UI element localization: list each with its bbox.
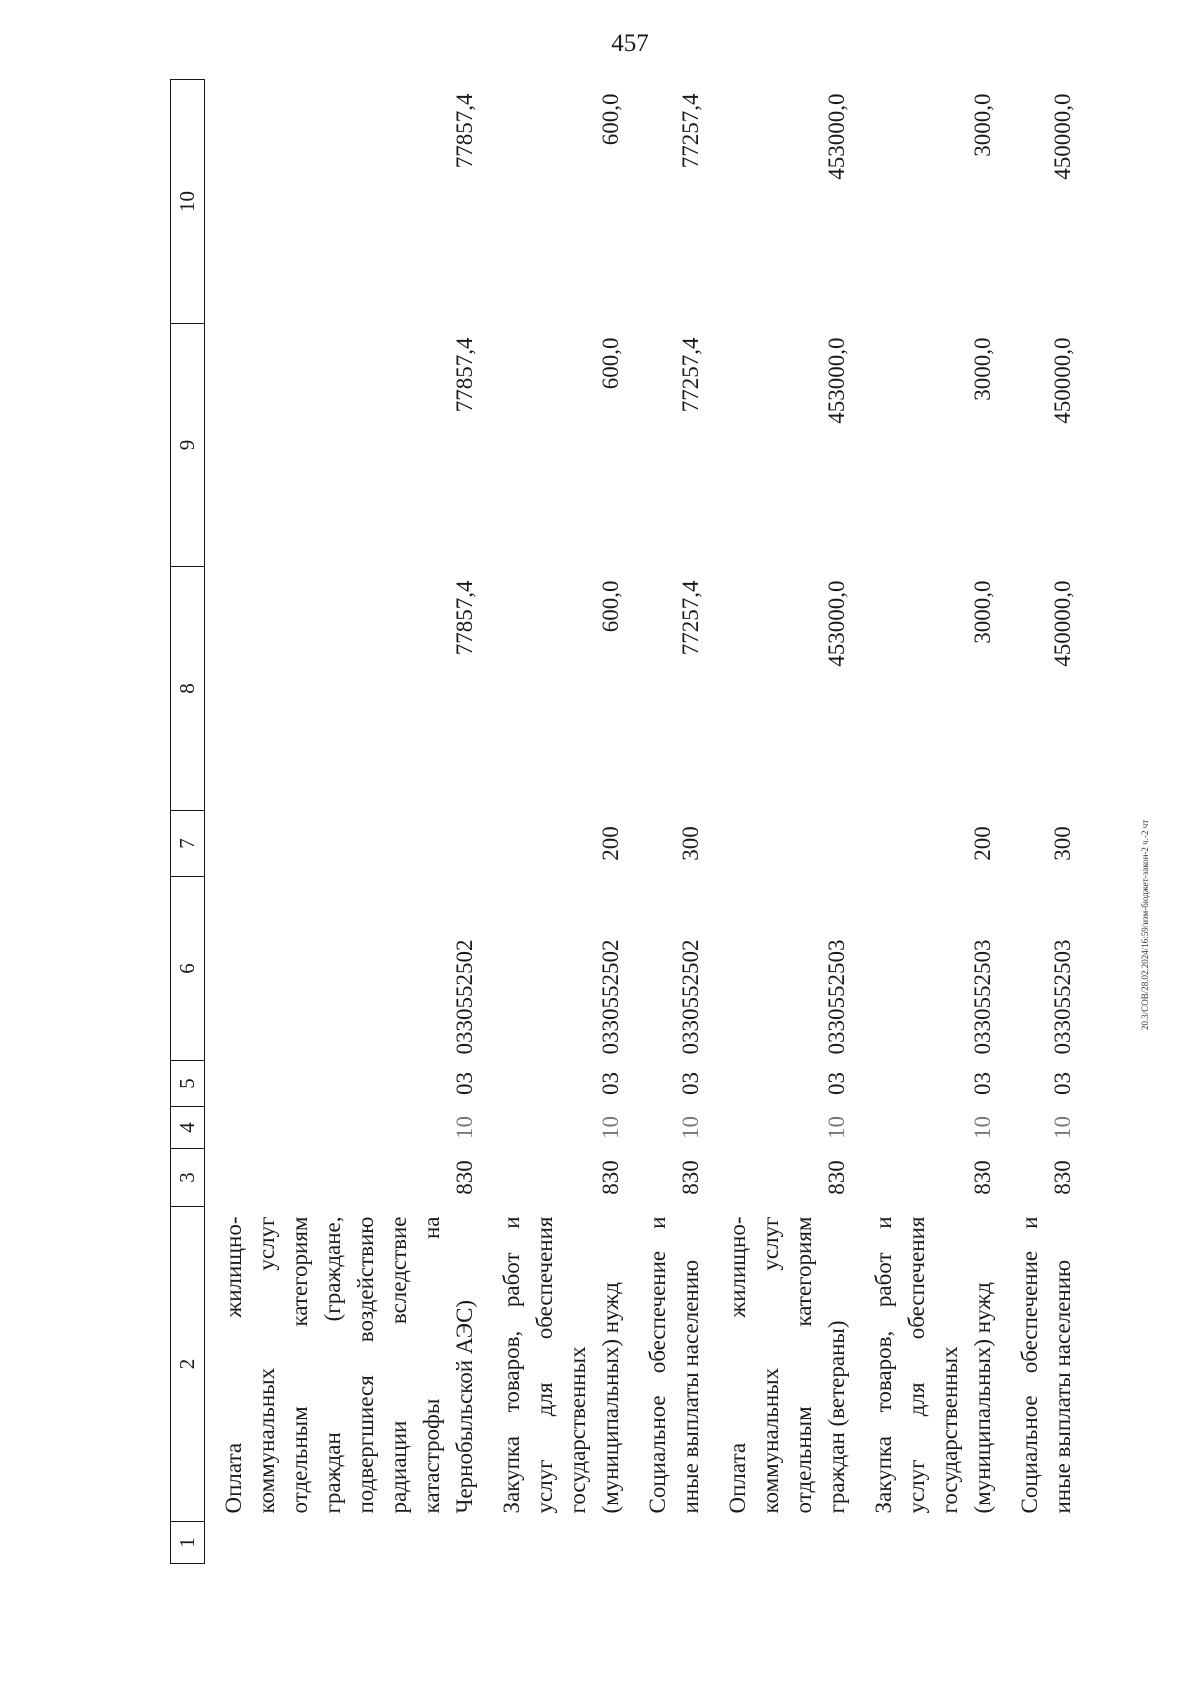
cell-c8: 77857,4 — [452, 580, 477, 656]
cell-c3: 830 — [970, 1160, 995, 1195]
col-header-6: 6 — [171, 877, 205, 1061]
cell-c4: 10 — [598, 1116, 623, 1139]
cell-c5: 03 — [598, 1072, 623, 1095]
cell-c10: 77857,4 — [452, 93, 477, 169]
cell-c4: 10 — [452, 1116, 477, 1139]
cell-c5: 03 — [678, 1072, 703, 1095]
row-name: Оплата жилищно-коммунальных услуг отдельным категориям граждан (ветераны) — [725, 1216, 849, 1514]
table-row — [1013, 80, 1093, 1564]
cell-c3: 830 — [824, 1160, 849, 1195]
table-row — [205, 80, 496, 1564]
cell-c6: 0330552502 — [678, 939, 703, 1055]
cell-c7 — [721, 811, 867, 877]
table-row — [641, 80, 721, 1564]
cell-empty — [1013, 1522, 1093, 1564]
cell-c8: 450000,0 — [1050, 580, 1075, 667]
cell-c9: 453000,0 — [824, 337, 849, 424]
col-header-5: 5 — [171, 1061, 205, 1107]
cell-c8: 453000,0 — [824, 580, 849, 667]
cell-c10: 77257,4 — [678, 93, 703, 169]
cell-c9: 77857,4 — [452, 337, 477, 413]
col-header-7: 7 — [171, 811, 205, 877]
cell-empty — [721, 1522, 867, 1564]
col-header-3: 3 — [171, 1149, 205, 1207]
cell-c9: 450000,0 — [1050, 337, 1075, 424]
rotated-table-container — [170, 80, 1075, 1564]
cell-empty — [205, 1522, 496, 1564]
cell-c10: 453000,0 — [824, 93, 849, 180]
cell-c4: 10 — [970, 1116, 995, 1139]
cell-c6: 0330552503 — [970, 939, 995, 1055]
cell-c5: 03 — [452, 1072, 477, 1095]
cell-c7 — [205, 811, 496, 877]
cell-c3: 830 — [598, 1160, 623, 1195]
footer-document-code: 20.3/СОВ/28.02.2024/16:59/изм-бюджет-закон-2 ч.-2 чт — [1140, 819, 1150, 1030]
cell-c6: 0330552503 — [1050, 939, 1075, 1055]
cell-c6: 0330552502 — [452, 939, 477, 1055]
cell-c5: 03 — [1050, 1072, 1075, 1095]
row-name: Закупка товаров, работ и услуг для обеспечения государственных (муниципальных) нужд — [499, 1216, 623, 1514]
cell-c10: 450000,0 — [1050, 93, 1075, 180]
col-header-10: 10 — [171, 80, 205, 324]
cell-c4: 10 — [678, 1116, 703, 1139]
cell-c7: 300 — [678, 826, 703, 861]
cell-c9: 600,0 — [598, 337, 623, 390]
cell-c5: 03 — [970, 1072, 995, 1095]
row-name: Социальное обеспечение и иные выплаты населению — [645, 1216, 703, 1514]
cell-c3: 830 — [452, 1160, 477, 1195]
cell-c9: 77257,4 — [678, 337, 703, 413]
cell-c4: 10 — [1050, 1116, 1075, 1139]
cell-empty — [495, 1522, 641, 1564]
cell-c7: 300 — [1050, 826, 1075, 861]
col-header-9: 9 — [171, 324, 205, 567]
cell-c10: 3000,0 — [970, 93, 995, 157]
budget-table — [170, 79, 1093, 1564]
cell-c5: 03 — [824, 1072, 849, 1095]
page-number: 457 — [611, 30, 649, 57]
cell-c3: 830 — [1050, 1160, 1075, 1195]
row-name: Социальное обеспечение и иные выплаты населению — [1017, 1216, 1075, 1514]
cell-c6: 0330552502 — [598, 939, 623, 1055]
header-row — [171, 80, 205, 1564]
row-name: Оплата жилищно-коммунальных услуг отдельным категориям граждан (граждане, подвергшиеся воздействию радиации вследствие катастрофы на Чернобыльской АЭС) — [221, 1216, 477, 1514]
cell-c8: 77257,4 — [678, 580, 703, 656]
cell-c4: 10 — [824, 1116, 849, 1139]
table-row — [495, 80, 641, 1564]
col-header-2: 2 — [171, 1207, 205, 1522]
cell-c6: 0330552503 — [824, 939, 849, 1055]
col-header-4: 4 — [171, 1107, 205, 1149]
cell-c7: 200 — [598, 826, 623, 861]
cell-c9: 3000,0 — [970, 337, 995, 401]
cell-c3: 830 — [678, 1160, 703, 1195]
cell-c8: 600,0 — [598, 580, 623, 633]
cell-empty — [867, 1522, 1013, 1564]
row-name: Закупка товаров, работ и услуг для обеспечения государственных (муниципальных) нужд — [871, 1216, 995, 1514]
cell-c10: 600,0 — [598, 93, 623, 146]
table-row — [867, 80, 1013, 1564]
cell-c7: 200 — [970, 826, 995, 861]
cell-empty — [641, 1522, 721, 1564]
cell-c8: 3000,0 — [970, 580, 995, 644]
col-header-8: 8 — [171, 567, 205, 811]
col-header-1: 1 — [171, 1522, 205, 1564]
table-row — [721, 80, 867, 1564]
